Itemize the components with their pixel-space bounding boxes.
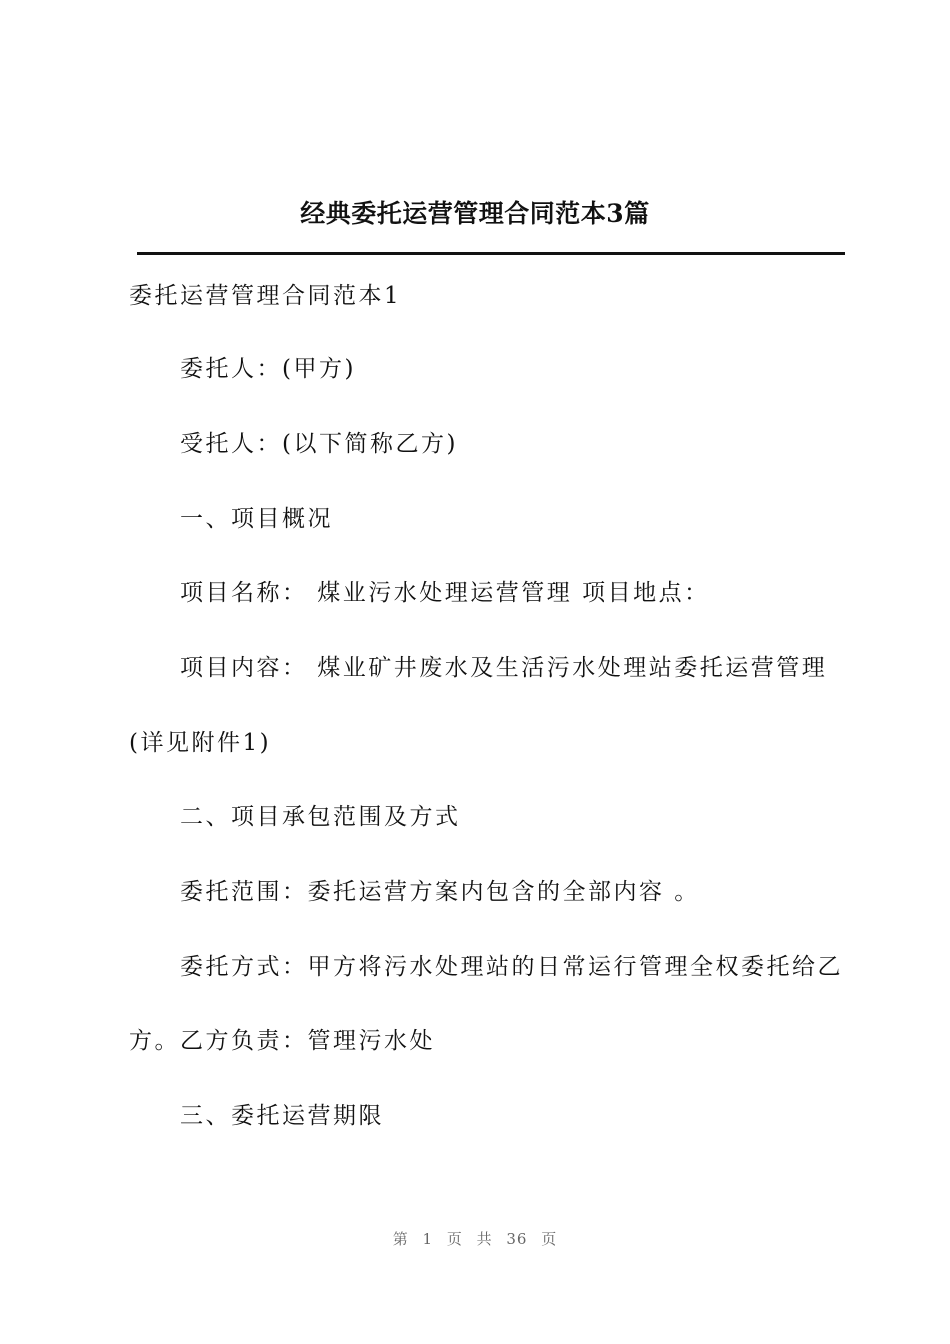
title-divider (137, 252, 845, 255)
page-number-footer: 第 1 页 共 36 页 (392, 1230, 558, 1248)
paragraph-line-project-content: 项目内容： 煤业矿井废水及生活污水处理站委托运营管理 (180, 655, 828, 681)
paragraph-line-attachment-ref: (详见附件1) (129, 730, 272, 756)
paragraph-line-trustee: 受托人：(以下简称乙方) (180, 431, 458, 457)
paragraph-line-scope: 委托范围：委托运营方案内包含的全部内容 。 (180, 879, 700, 905)
document-title: 经典委托运营管理合同范本3篇 (300, 199, 650, 228)
paragraph-line-section-three: 三、委托运营期限 (180, 1103, 384, 1129)
paragraph-line-principal: 委托人：(甲方) (180, 356, 356, 382)
section-heading: 委托运营管理合同范本1 (129, 283, 402, 309)
paragraph-line-project-name: 项目名称： 煤业污水处理运营管理 项目地点： (180, 580, 710, 606)
paragraph-line-method-cont: 方。乙方负责：管理污水处 (129, 1028, 435, 1054)
paragraph-line-section-one: 一、项目概况 (180, 506, 333, 532)
paragraph-line-method: 委托方式：甲方将污水处理站的日常运行管理全权委托给乙 (180, 954, 843, 980)
paragraph-line-section-two: 二、项目承包范围及方式 (180, 804, 461, 830)
